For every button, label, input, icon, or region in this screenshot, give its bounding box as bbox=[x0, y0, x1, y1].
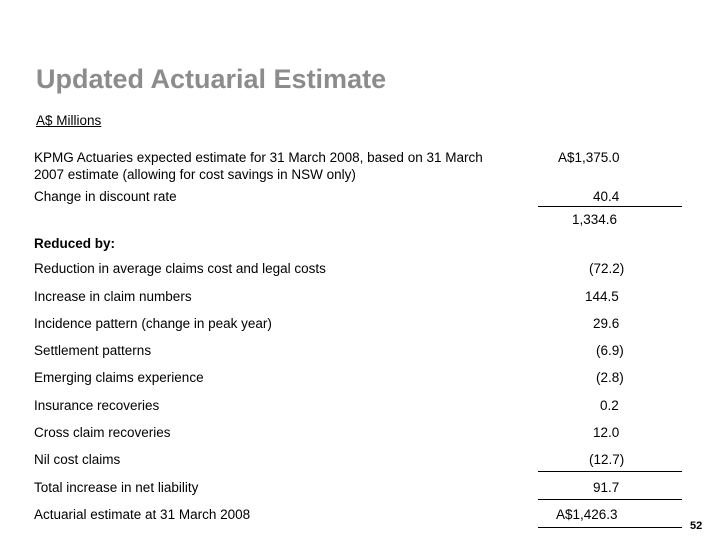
incidence-pattern-value: 29.6 bbox=[593, 316, 620, 331]
actuarial-estimate-label: Actuarial estimate at 31 March 2008 bbox=[34, 507, 251, 522]
page-number: 52 bbox=[690, 520, 703, 532]
double-underline-rule bbox=[538, 527, 682, 528]
nil-cost-claims-value: (12.7) bbox=[589, 452, 625, 467]
insurance-recoveries-label: Insurance recoveries bbox=[34, 398, 160, 413]
cross-claim-recoveries-value: 12.0 bbox=[593, 425, 620, 440]
claims-cost-value: (72.2) bbox=[589, 261, 625, 276]
reduced-by-heading: Reduced by: bbox=[34, 236, 116, 251]
claims-cost-label: Reduction in average claims cost and legal costs bbox=[34, 261, 326, 276]
discount-rate-value: 40.4 bbox=[593, 189, 620, 204]
cross-claim-recoveries-label: Cross claim recoveries bbox=[34, 425, 171, 440]
subtotal-value: 1,334.6 bbox=[572, 212, 618, 227]
units-label: A$ Millions bbox=[36, 113, 102, 128]
final-rule bbox=[538, 499, 682, 500]
slide-title: Updated Actuarial Estimate bbox=[36, 64, 387, 94]
total-rule bbox=[538, 471, 682, 472]
insurance-recoveries-value: 0.2 bbox=[600, 398, 619, 413]
claim-numbers-value: 144.5 bbox=[585, 289, 619, 304]
settlement-patterns-label: Settlement patterns bbox=[34, 343, 152, 358]
incidence-pattern-label: Incidence pattern (change in peak year) bbox=[34, 316, 272, 331]
kpmg-estimate-label-line2: 2007 estimate (allowing for cost savings in NSW only) bbox=[34, 167, 356, 182]
kpmg-estimate-value: A$1,375.0 bbox=[558, 150, 620, 165]
discount-rate-label: Change in discount rate bbox=[34, 189, 177, 204]
nil-cost-claims-label: Nil cost claims bbox=[34, 452, 121, 467]
emerging-claims-value: (2.8) bbox=[596, 370, 624, 385]
actuarial-estimate-value: A$1,426.3 bbox=[556, 507, 618, 522]
kpmg-estimate-label-line1: KPMG Actuaries expected estimate for 31 March 2008, based on 31 March bbox=[34, 150, 483, 165]
total-increase-label: Total increase in net liability bbox=[34, 480, 199, 495]
total-increase-value: 91.7 bbox=[593, 480, 620, 495]
emerging-claims-label: Emerging claims experience bbox=[34, 370, 204, 385]
claim-numbers-label: Increase in claim numbers bbox=[34, 289, 192, 304]
subtotal-rule bbox=[538, 206, 682, 207]
settlement-patterns-value: (6.9) bbox=[596, 343, 624, 358]
